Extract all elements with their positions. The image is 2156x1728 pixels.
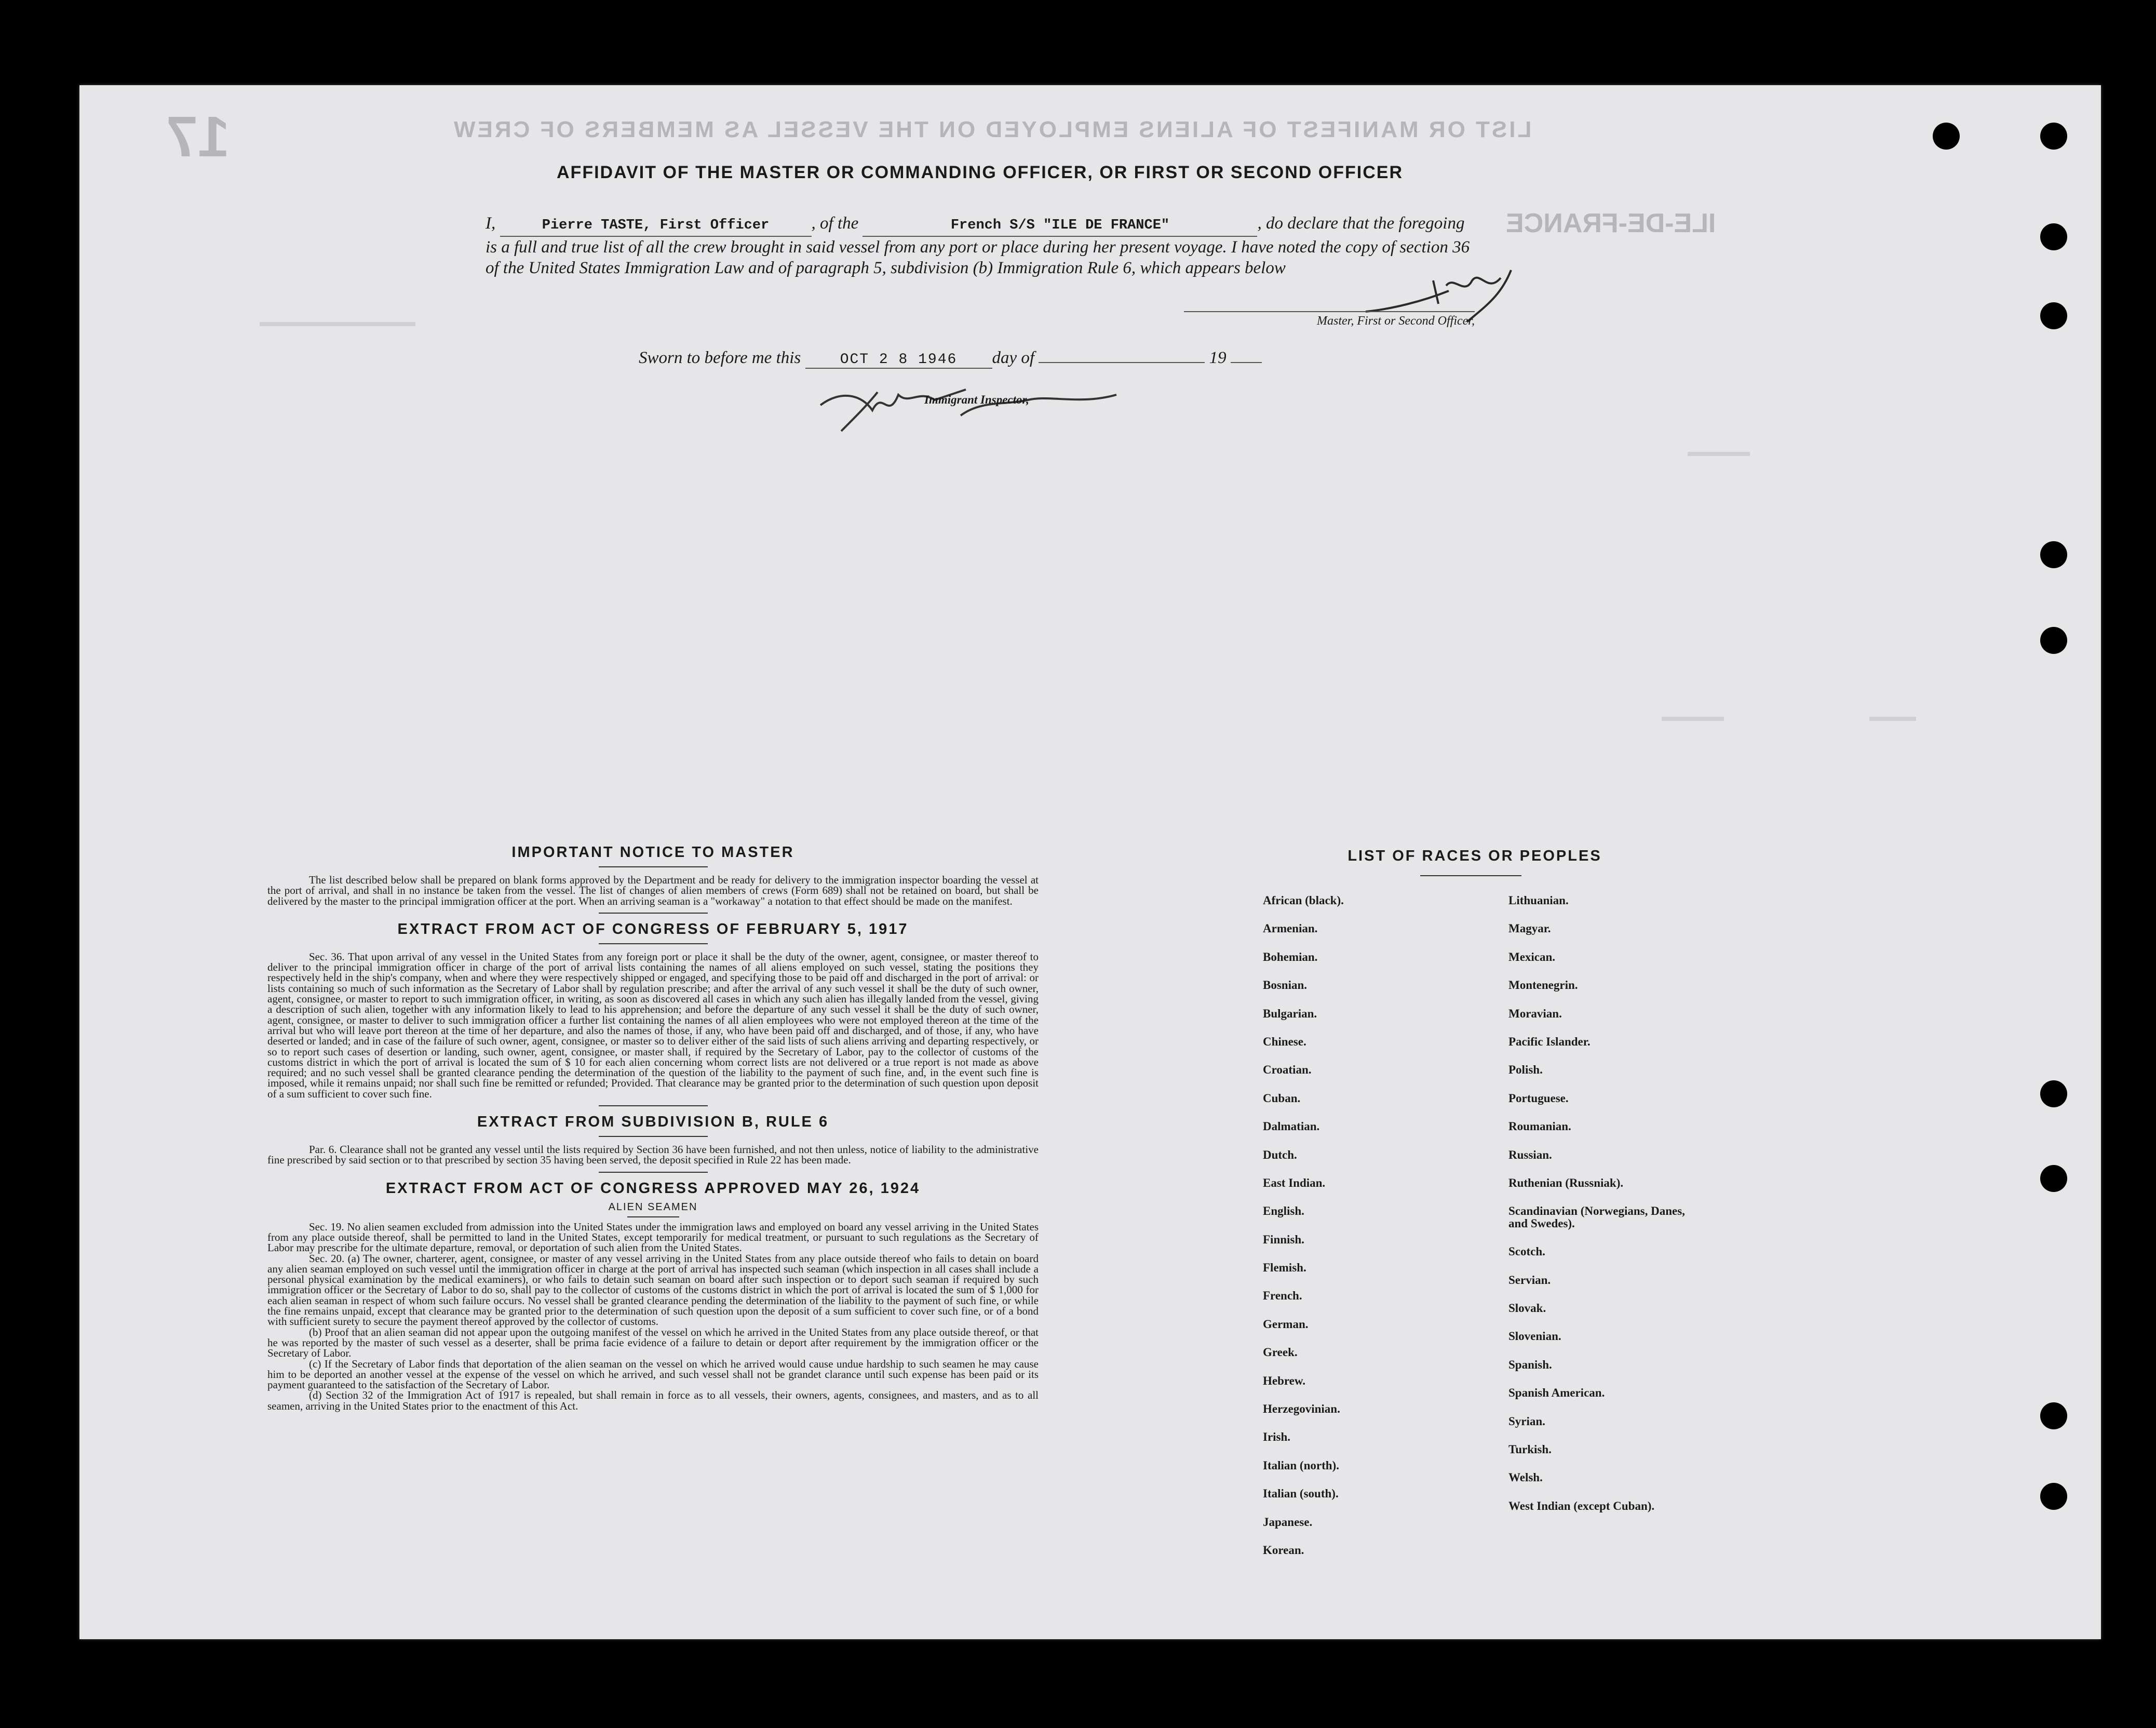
sworn-line — [639, 349, 1262, 369]
bleed-through-ship: ILE-DE-FRANCE — [1506, 208, 1716, 238]
binder-hole — [1933, 123, 1960, 150]
binder-hole — [2040, 1483, 2067, 1510]
race-item: Magyar. — [1508, 922, 1551, 935]
day-of-text: day of — [992, 349, 1035, 367]
binder-hole — [2040, 302, 2067, 329]
extract-1924-paragraph: Sec. 19. No alien seamen excluded from admission into the United States under the immigration laws and employed on board any vessel arriving in the United States from any place outside thereof, shall be permitted to land in the United States, except temporarily for medical treatment, or pursuant to such regulations as the Secretary of Labor may prescribe for the ultimate departure, removal, or deportation of such alien from the United States. — [267, 1220, 1039, 1254]
affidavit-declare: , do declare — [1257, 214, 1338, 233]
race-item: Pacific Islander. — [1508, 1035, 1591, 1048]
race-item: Portuguese. — [1508, 1091, 1569, 1105]
extract-1917-title: EXTRACT FROM ACT OF CONGRESS OF FEBRUARY 5, 1917 — [397, 920, 909, 937]
extract-1924-subtitle: ALIEN SEAMEN — [608, 1201, 698, 1213]
binder-hole — [2040, 1080, 2067, 1107]
race-item: Welsh. — [1508, 1471, 1543, 1484]
race-item: Korean. — [1263, 1543, 1304, 1557]
race-item: Finnish. — [1263, 1233, 1304, 1246]
divider — [599, 866, 708, 867]
race-item: Turkish. — [1508, 1443, 1552, 1456]
divider — [599, 1172, 708, 1173]
bleed-through-header: LIST OR MANIFEST OF ALIENS EMPLOYED ON THE VESSEL AS MEMBERS OF CREW — [452, 117, 1532, 142]
race-item: Irish. — [1263, 1430, 1291, 1444]
divider — [599, 913, 708, 914]
affidavit-title: AFFIDAVIT OF THE MASTER OR COMMANDING OFFICER, OR FIRST OR SECOND OFFICER — [557, 163, 1403, 182]
binder-hole — [2040, 1165, 2067, 1192]
officer-name-field: Pierre TASTE, First Officer — [500, 215, 812, 237]
extract-1924-paragraph: (d) Section 32 of the Immigration Act of 1917 is repealed, but shall remain in force as to all vessels, their owners, agents, consignees, and masters, and as to all seamen, arriving in the United States prior to the enactment of this Act. — [267, 1389, 1039, 1412]
race-item: Moravian. — [1508, 1007, 1562, 1020]
year-field — [1231, 362, 1262, 363]
race-item: Scotch. — [1508, 1245, 1545, 1258]
race-item: Ruthenian (Russniak). — [1508, 1176, 1624, 1189]
vessel-name-field: French S/S "ILE DE FRANCE" — [863, 215, 1257, 237]
binder-hole — [2040, 223, 2067, 250]
races-title: LIST OF RACES OR PEOPLES — [1347, 848, 1602, 864]
month-field — [1039, 362, 1205, 363]
race-item: Italian (north). — [1263, 1458, 1339, 1472]
divider — [599, 1136, 708, 1137]
binder-hole — [2040, 627, 2067, 654]
race-item: Herzegovinian. — [1263, 1402, 1340, 1416]
affidavit-of-the: , of the — [811, 214, 859, 233]
extract-1924-paragraph: (c) If the Secretary of Labor finds that deportation of the alien seaman on the vessel on which he arrived would cause undue hardship to such seamen he may cause him to be deported an another vessel at the expense of the vessel on which he arrived, and such vessel shall not be grandet clarance until such expense has been paid or its payment guaranteed to the satisfaction of the Secretary of Labor. — [267, 1357, 1039, 1391]
date-stamp: OCT 2 8 1946 — [805, 352, 992, 369]
race-item: Bohemian. — [1263, 950, 1318, 963]
legal-notices — [267, 844, 1039, 1411]
bleed-through-mark — [1688, 452, 1750, 456]
extract-1924-title: EXTRACT FROM ACT OF CONGRESS APPROVED MAY 26, 1924 — [385, 1180, 921, 1197]
race-item: Slovenian. — [1508, 1330, 1561, 1343]
race-item: Chinese. — [1263, 1035, 1306, 1048]
race-item: Polish. — [1508, 1063, 1543, 1077]
race-item: Bosnian. — [1263, 979, 1308, 992]
race-item: Spanish American. — [1508, 1386, 1605, 1400]
subdivision-text: Par. 6. Clearance shall not be granted any vessel until the lists required by Section 36 have been furnished, and not then unless, notice of liability to the administrative fine prescribed by said section or to that prescribed by section 35 having been served, the deposit specified in Rule 22 has been made. — [267, 1143, 1039, 1167]
divider — [1420, 875, 1521, 876]
race-item: English. — [1263, 1204, 1304, 1218]
divider — [599, 1105, 708, 1106]
divider — [627, 1216, 679, 1217]
race-item: Roumanian. — [1508, 1120, 1571, 1133]
race-item: Montenegrin. — [1508, 979, 1578, 992]
binder-hole — [2040, 123, 2067, 150]
race-item: Russian. — [1508, 1148, 1552, 1161]
race-item: French. — [1263, 1289, 1302, 1303]
races-list-right — [1508, 894, 1695, 1528]
extract-1924-paragraph: Sec. 20. (a) The owner, charterer, agent, consignee, or master of any vessel arriving in the United States from any place outside thereof who fails to detain on board any alien seaman employed on such vessel until the immigration officer in charge at the port of arrival has inspected such seaman (which inspection in all cases shall include a personal physical examination by the medical examiners), or who fails to detain such seaman on board after such inspection or to deport such seaman if required by such immigration officer or the Secretary of Labor to do so, shall pay to the collector of customs of the customs district in which the port of arrival is located the sum of $ 1,000 for each alien seaman in respect of whom such failure occurs. No vessel shall be granted clearance pending the determination of the liability to the payment of such fine, or while the fine remains unpaid, except that clearance may be granted prior to the determination of such question upon the deposit of a sum sufficient to cover such fine, or of a bond with sufficient surety to secure the payment thereof approved by the collector of customs. — [267, 1252, 1039, 1328]
bleed-through-mark — [260, 322, 415, 326]
race-item: Italian (south). — [1263, 1487, 1339, 1501]
notice-title: IMPORTANT NOTICE TO MASTER — [511, 844, 794, 861]
race-item: Greek. — [1263, 1346, 1298, 1359]
sworn-text: Sworn to before me this — [639, 349, 801, 367]
bleed-through-mark — [1869, 717, 1916, 721]
race-item: East Indian. — [1263, 1176, 1326, 1189]
year-prefix: 19 — [1209, 349, 1227, 367]
race-item: Bulgarian. — [1263, 1007, 1317, 1020]
race-item: West Indian (except Cuban). — [1508, 1499, 1655, 1512]
race-item: Lithuanian. — [1508, 894, 1569, 907]
race-item: Spanish. — [1508, 1358, 1552, 1371]
extract-1924-paragraph: (b) Proof that an alien seaman did not appear upon the outgoing manifest of the vessel on which he arrived in the United States from any place outside thereof, or that he was reported by the master of such vessel as a deserter, shall be prima facie evidence of a failure to detain or deport after requirement by the immigration officer or the Secretary of Labor. — [267, 1325, 1039, 1360]
binder-hole — [2040, 541, 2067, 568]
race-item: Syrian. — [1508, 1414, 1545, 1428]
subdivision-title: EXTRACT FROM SUBDIVISION B, RULE 6 — [477, 1114, 829, 1131]
binder-hole — [2040, 1402, 2067, 1429]
race-item: Slovak. — [1508, 1302, 1546, 1315]
race-item: Japanese. — [1263, 1515, 1313, 1529]
race-item: Armenian. — [1263, 922, 1318, 935]
race-item: Dutch. — [1263, 1148, 1297, 1161]
inspector-label: Immigrant Inspector, — [924, 393, 1029, 406]
race-item: African (black). — [1263, 894, 1344, 907]
extract-1917-text: Sec. 36. That upon arrival of any vessel in the United States from any foreign port or place it shall be the duty of the owner, agent, consignee, or master thereof to deliver to the principal immigration officer in charge of the port of arrival lists containing the names of all aliens employed on such vessel, stating the positions they respectively held in the ship's company, when and where they were respectively shipped or engaged, and specifying those to be paid off and discharged in the port of arrival: or lists containing so much of such information as the Secretary of Labor shall by regulation prescribe; and after the arrival of any such vessel it shall be the duty of such owner, agent, consignee, or master to report to such immigration officer, in writing, as soon as discovered all cases in which any such alien has illegally landed from the vessel, giving a description of such alien, together with any information likely to lead to his apprehension; and before the departure of any such vessel it shall be the duty of such owner, agent, consignee, or master to deliver to such immigration officer a further list containing the names of all alien employees who were not employed thereon at the time of the arrival but who will leave port thereon at the time of her departure, and also the names of those, if any, who have been paid off and discharged, and of those, if any, who have deserted or landed; and in case of the failure of such owner, agent, consignee, or master so to deliver either of the said lists of such aliens arriving and departing respectively, or so to report such cases of desertion or landing, such owner, agent, consignee, or master shall, if required by the Secretary of Labor, pay to the collector of customs of the customs district in which the port of arrival is located the sum of $ 10 for each alien concerning whom correct lists are not delivered or a true report is not made as above required; and no such vessel shall be granted clearance pending the determination of the question of the liability to the payment of such fine, and, in the event such fine is imposed, while it remains unpaid; nor shall such fine be remitted or refunded; Provided. That clearance may be granted prior to the determination of such question upon deposit of a sum sufficient to cover such fine. — [267, 950, 1039, 1100]
affidavit-body: that the foregoing is a full and true list of all the crew brought in said vessel from any port or place during her present voyage. I have noted the copy of section 36 of the United States Immigration Law and of paragraph 5, subdivision (b) Immigration Rule 6, which appears below — [486, 214, 1470, 277]
officer-title-label: Master, First or Second Officer, — [1184, 311, 1475, 328]
divider — [599, 943, 708, 944]
race-item: German. — [1263, 1317, 1309, 1331]
notice-text: The list described below shall be prepared on blank forms approved by the Department and be ready for delivery to the immigration inspector boarding the vessel at the port of arrival, and shall in no instance be taken from the vessel. The list of changes of alien members of crews (Form 689) shall not be retained on board, but shall be delivered by the master to the principal immigration officer at the port. When an arriving seaman is a "workaway" a notation to that effect should be made on the manifest. — [267, 874, 1039, 907]
race-item: Flemish. — [1263, 1261, 1306, 1275]
race-item: Mexican. — [1508, 950, 1556, 963]
affidavit-i: I, — [486, 214, 496, 233]
race-item: Cuban. — [1263, 1091, 1301, 1105]
races-list-left — [1263, 894, 1481, 1572]
affidavit-declaration — [486, 213, 1472, 278]
race-item: Croatian. — [1263, 1063, 1312, 1077]
race-item: Hebrew. — [1263, 1374, 1305, 1387]
bleed-through-mark — [1662, 717, 1724, 721]
race-item: Scandinavian (Norwegians, Danes, and Swedes). — [1508, 1204, 1685, 1230]
race-item: Dalmatian. — [1263, 1120, 1320, 1133]
bleed-through-page-number: 17 — [166, 105, 230, 169]
race-item: Servian. — [1508, 1273, 1551, 1287]
